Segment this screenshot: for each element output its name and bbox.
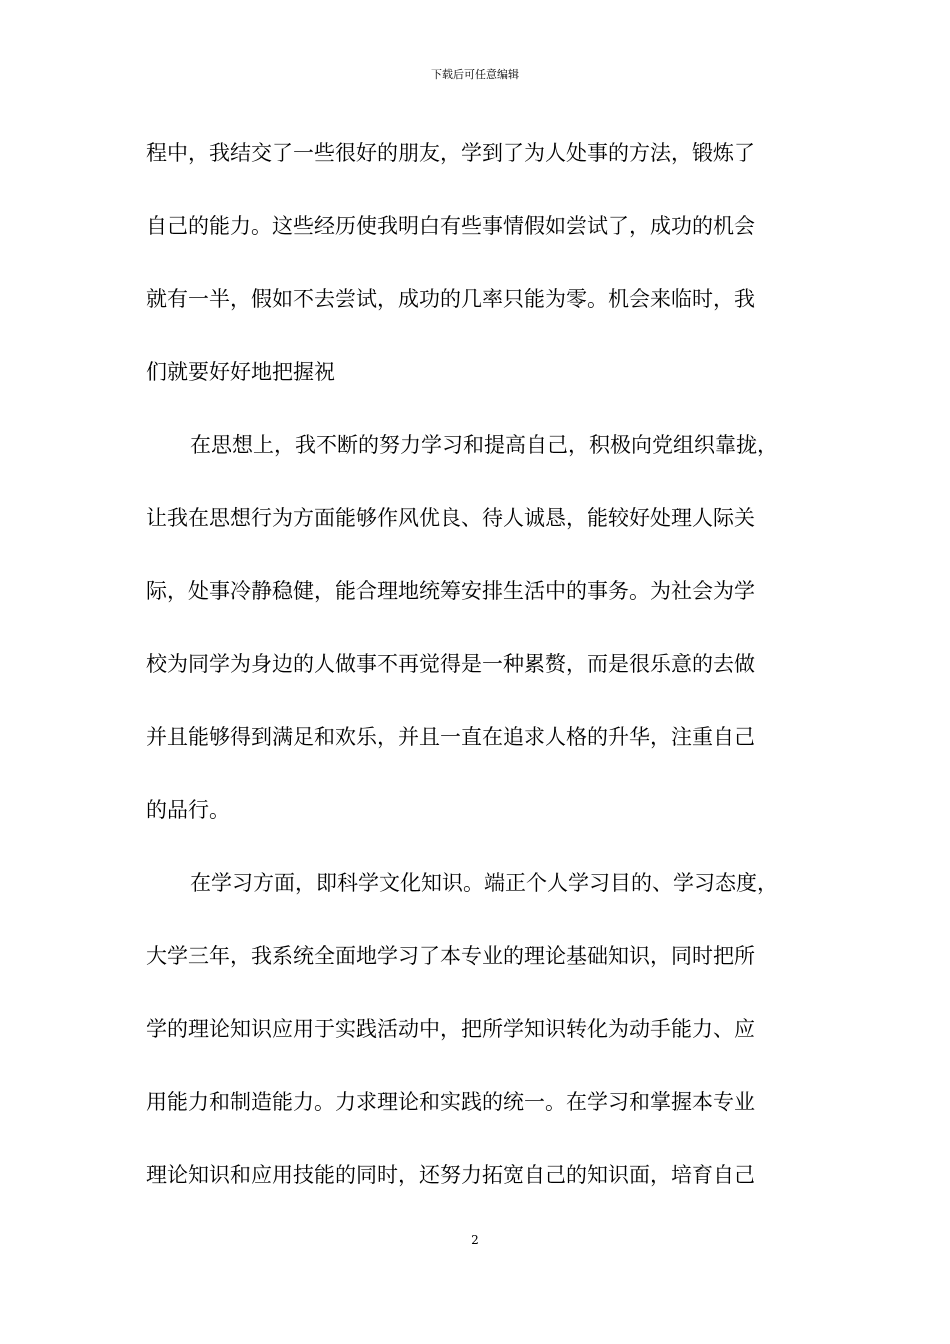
text-line: 让我在思想行为方面能够作风优良、待人诚恳，能较好处理人际关 [146,506,755,530]
text-line: 自己的能力。这些经历使我明白有些事情假如尝试了，成功的机会 [146,214,755,238]
text-line: 程中，我结交了一些很好的朋友，学到了为人处事的方法，锻炼了 [146,141,755,165]
page-header: 下载后可任意编辑 [431,68,519,81]
text-line: 用能力和制造能力。力求理论和实践的统一。在学习和掌握本专业 [146,1090,755,1114]
text-line: 校为同学为身边的人做事不再觉得是一种累赘，而是很乐意的去做 [146,652,755,676]
paragraph-first-line: 在学习方面，即科学文化知识。端正个人学习目的、学习态度， [190,871,778,895]
text-line: 就有一半，假如不去尝试，成功的几率只能为零。机会来临时，我 [146,287,755,311]
text-line: 们就要好好地把握祝 [146,360,335,384]
text-line: 大学三年，我系统全面地学习了本专业的理论基础知识，同时把所 [146,944,755,968]
text-line: 并且能够得到满足和欢乐，并且一直在追求人格的升华，注重自己 [146,725,755,749]
text-line: 际，处事冷静稳健，能合理地统筹安排生活中的事务。为社会为学 [146,579,755,603]
text-line: 的品行。 [146,798,230,822]
body-text [146,117,808,1212]
paragraph-first-line: 在思想上，我不断的努力学习和提高自己，积极向党组织靠拢， [190,433,778,457]
text-line: 学的理论知识应用于实践活动中，把所学知识转化为动手能力、应 [146,1017,755,1041]
page-number: 2 [471,1233,479,1247]
text-line: 理论知识和应用技能的同时，还努力拓宽自己的知识面，培育自己 [146,1163,755,1187]
